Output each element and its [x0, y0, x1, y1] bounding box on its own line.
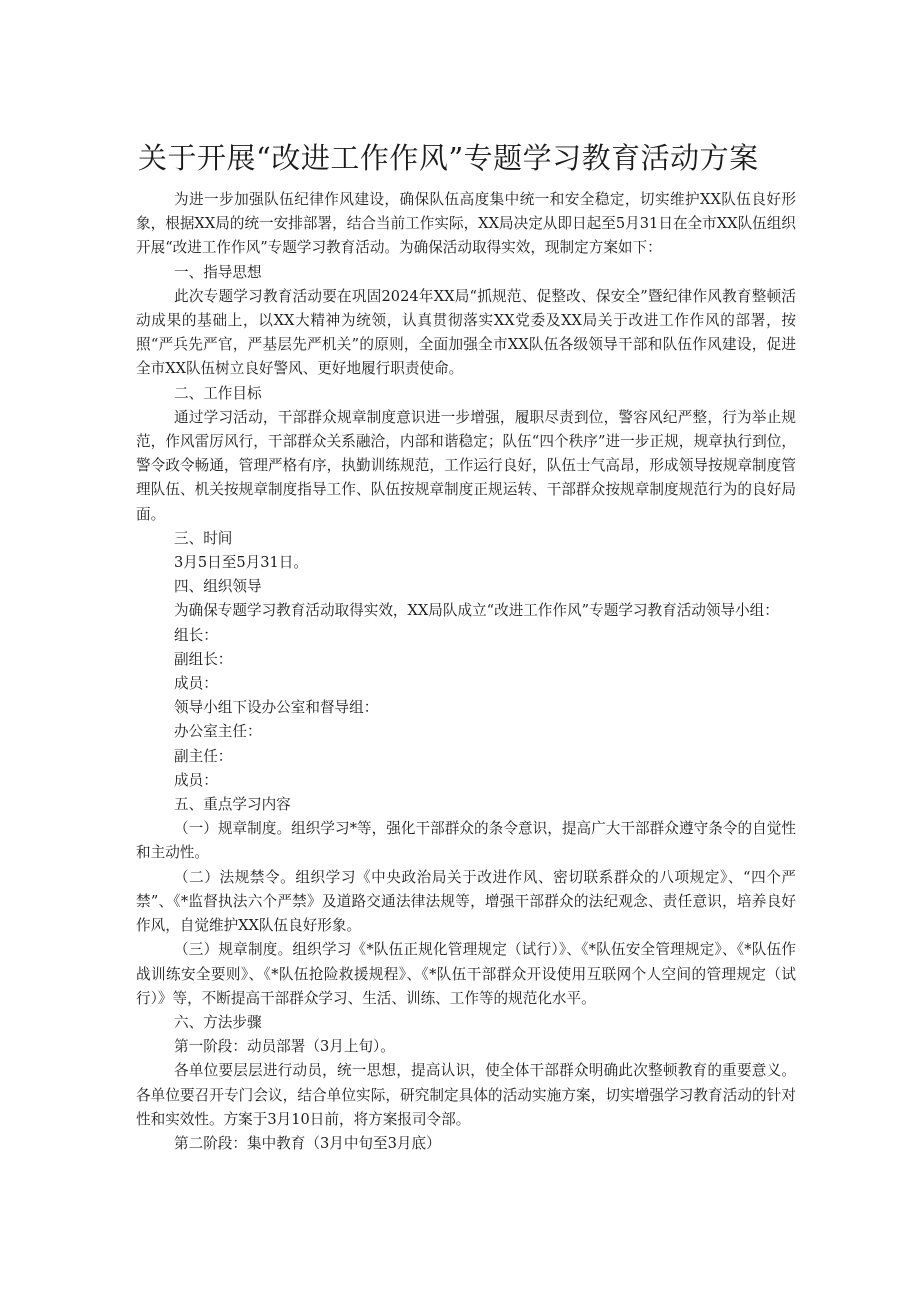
content-item-2: （二）法规禁令。组织学习《中央政治局关于改进作风、密切联系群众的八项规定》、“四个严禁”、《*监督执法六个严禁》及道路交通法律法规等，增强干部群众的法纪观念、责任意识，培养良好作风，自觉维护XX队伍良好形象。 [136, 868, 796, 935]
list-item: 领导小组下设办公室和督导组： [174, 699, 379, 717]
list-item: 成员： [174, 771, 218, 789]
list-item: 办公室主任： [174, 723, 262, 741]
intro-paragraph: 为进一步加强队伍纪律作风建设，确保队伍高度集中统一和安全稳定，切实维护XX队伍良好形象，根据XX局的统一安排部署，结合当前工作实际，XX局决定从即日起至5月31日在全市XX队伍组织开展“改进工作作风”专题学习教育活动。为确保活动取得实效，现制定方案如下： [136, 191, 796, 257]
step-1-heading: 第一阶段：动员部署（3月上旬）。 [174, 1038, 395, 1056]
step-1-paragraph: 各单位要层层进行动员，统一思想，提高认识，使全体干部群众明确此次整顿教育的重要意义。各单位要召开专门会议，结合单位实际，研究制定具体的活动实施方案，切实增强学习教育活动的针对性和实效性。方案于3月10日前，将方案报司令部。 [136, 1062, 796, 1128]
section-heading-content: 五、重点学习内容 [174, 796, 291, 814]
list-item: 副组长： [174, 650, 233, 668]
section-heading-time: 三、时间 [174, 529, 233, 547]
content-item-1: （一）规章制度。组织学习*等，强化干部群众的条令意识，提高广大干部群众遵守条令的自觉性和主动性。 [136, 820, 796, 862]
section-heading-leadership: 四、组织领导 [174, 578, 262, 596]
content-item-3: （三）规章制度。组织学习《*队伍正规化管理规定（试行）》、《*队伍安全管理规定》、《*队伍作战训练安全要则》、《*队伍抢险救援规程》、《*队伍干部群众开设使用互联网个人空间的管理规定（试行）》等，不断提高干部群众学习、生活、训练、工作等的规范化水平。 [136, 941, 796, 1007]
guiding-paragraph: 此次专题学习教育活动要在巩固2024年XX局“抓规范、促整改、保安全”暨纪律作风教育整顿活动成果的基础上，以XX大精神为统领，认真贯彻落实XX党委及XX局关于改进工作作风的部署，按照“严兵先严官，严基层先严机关”的原则，全面加强全市XX队伍各级领导干部和队伍作风建设，促进全市XX队伍树立良好警风、更好地履行职责使命。 [136, 287, 796, 378]
section-heading-steps: 六、方法步骤 [174, 1013, 262, 1031]
document-title: 关于开展“改进工作作风”专题学习教育活动方案 [138, 141, 759, 175]
document-body [136, 188, 796, 1156]
goals-paragraph: 通过学习活动，干部群众规章制度意识进一步增强，履职尽责到位，警容风纪严整，行为举止规范，作风雷厉风行，干部群众关系融洽，内部和谐稳定；队伍“四个秩序”进一步正规，规章执行到位，警令政令畅通，管理严格有序，执勤训练规范，工作运行良好，队伍士气高昂，形成领导按规章制度管理队伍、机关按规章制度指导工作、队伍按规章制度正规运转、干部群众按规章制度规范行为的良好局面。 [136, 408, 796, 523]
section-heading-goals: 二、工作目标 [174, 384, 262, 402]
list-item: 副主任： [174, 747, 233, 765]
step-2-heading: 第二阶段：集中教育（3月中旬至3月底） [174, 1134, 441, 1152]
section-heading-guiding: 一、指导思想 [174, 263, 262, 281]
list-item: 组长： [174, 626, 218, 644]
list-item: 成员： [174, 675, 218, 693]
leadership-paragraph: 为确保专题学习教育活动取得实效，XX局队成立“改进工作作风”专题学习教育活动领导小组： [174, 602, 779, 620]
time-paragraph: 3月5日至5月31日。 [174, 554, 308, 572]
